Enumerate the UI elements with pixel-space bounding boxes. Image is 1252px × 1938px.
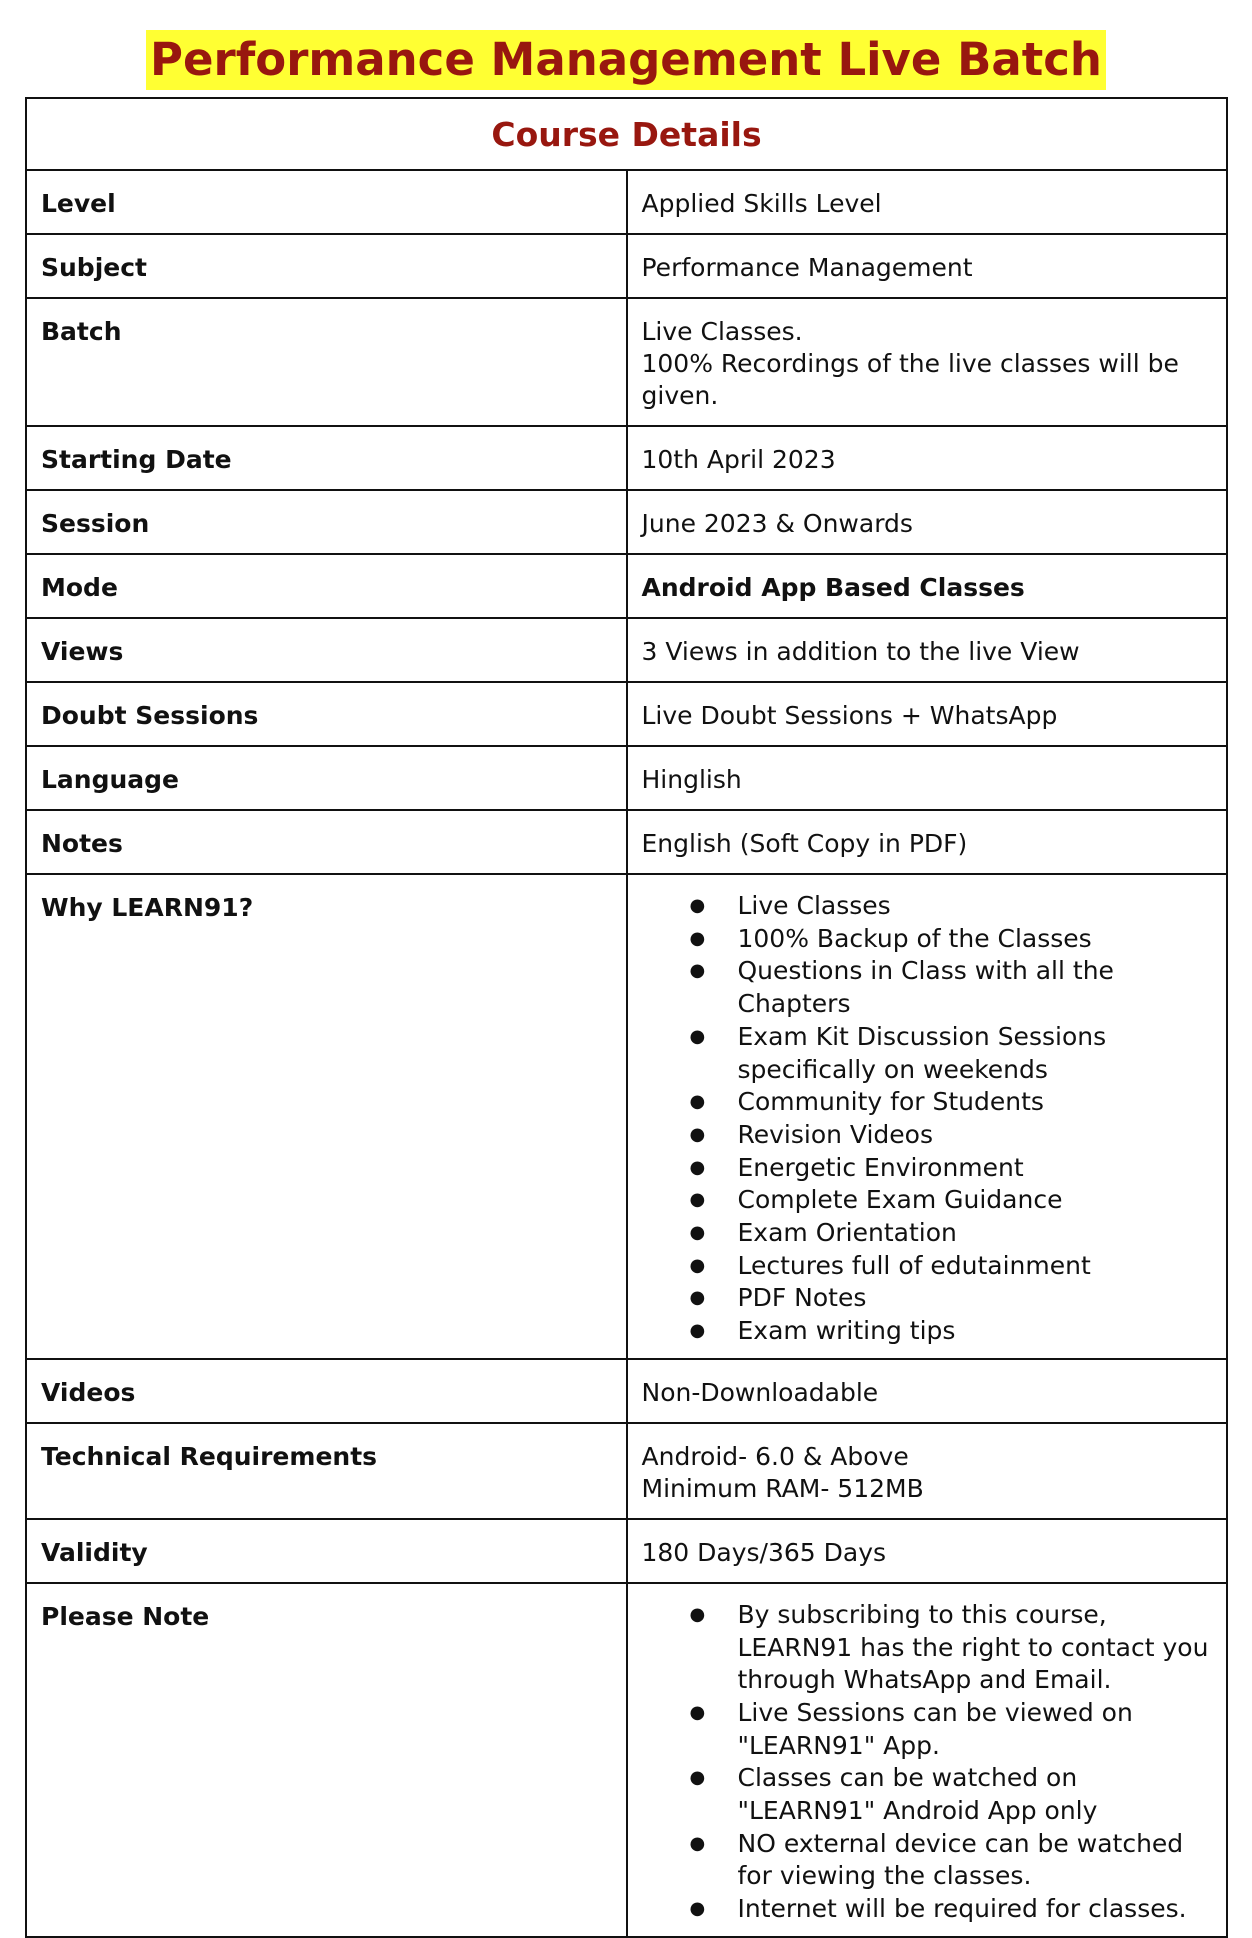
row-notes	[26, 810, 1227, 874]
row-validity	[26, 1519, 1227, 1583]
views-value: 3 Views in addition to the live View	[641, 637, 1080, 666]
batch-label: Batch	[41, 317, 122, 346]
videos-label: Videos	[41, 1377, 136, 1407]
list-item: ● Live Sessions can be viewed on "LEARN91" App.	[642, 1697, 1213, 1762]
level-label: Level	[41, 189, 116, 218]
notes-value: English (Soft Copy in PDF)	[641, 829, 968, 858]
row-batch	[26, 298, 1227, 426]
technical-requirements-value: Android- 6.0 & Above Minimum RAM- 512MB	[641, 1441, 924, 1503]
table-header-row	[26, 98, 1227, 170]
list-item: ● By subscribing to this course, LEARN91 has the right to contact you through WhatsApp and Email.	[642, 1599, 1213, 1697]
row-language	[26, 746, 1227, 810]
list-item: ● Lectures full of edutainment	[642, 1250, 1213, 1283]
batch-value: Live Classes. 100% Recordings of the live classes will be given.	[641, 317, 1179, 410]
list-item: ● Exam Orientation	[642, 1217, 1213, 1250]
row-session	[26, 490, 1227, 554]
course-details-table	[25, 97, 1228, 1938]
doubt-sessions-value: Live Doubt Sessions + WhatsApp	[641, 701, 1058, 730]
language-label: Language	[41, 765, 180, 794]
doubt-sessions-label: Doubt Sessions	[41, 701, 259, 730]
list-item: ● Internet will be required for classes.	[642, 1893, 1213, 1926]
row-subject	[26, 234, 1227, 298]
row-please-note	[26, 1583, 1227, 1937]
why-learn91-label: Why LEARN91?	[41, 893, 254, 922]
title-wrapper	[0, 30, 1252, 90]
starting-date-label: Starting Date	[41, 445, 232, 474]
mode-label: Mode	[41, 573, 118, 602]
list-item: ● Live Classes	[642, 890, 1213, 923]
mode-value: Android App Based Classes	[641, 573, 1025, 602]
list-item: ● Questions in Class with all the Chapters	[642, 955, 1213, 1020]
list-item: ● Revision Videos	[642, 1119, 1213, 1152]
list-item: ● Exam Kit Discussion Sessions specifically on weekends	[642, 1021, 1213, 1086]
session-label: Session	[41, 509, 150, 538]
please-note-label: Please Note	[41, 1601, 210, 1631]
list-item: ● NO external device can be watched for viewing the classes.	[642, 1828, 1213, 1893]
list-item: ● 100% Backup of the Classes	[642, 923, 1213, 956]
session-value: June 2023 & Onwards	[641, 509, 913, 538]
page-title: Performance Management Live Batch	[146, 30, 1106, 90]
row-starting-date	[26, 426, 1227, 490]
notes-label: Notes	[41, 829, 123, 858]
list-item: ● Complete Exam Guidance	[642, 1184, 1213, 1217]
please-note-list	[642, 1584, 1213, 1936]
views-label: Views	[41, 637, 124, 666]
validity-label: Validity	[41, 1537, 148, 1567]
row-technical-requirements	[26, 1423, 1227, 1519]
table-header: Course Details	[26, 98, 1227, 170]
list-item: ● Energetic Environment	[642, 1152, 1213, 1185]
subject-value: Performance Management	[641, 253, 973, 282]
validity-value: 180 Days/365 Days	[641, 1537, 887, 1567]
videos-value: Non-Downloadable	[641, 1377, 879, 1407]
technical-requirements-label: Technical Requirements	[41, 1441, 378, 1471]
row-doubt-sessions	[26, 682, 1227, 746]
language-value: Hinglish	[641, 765, 742, 794]
row-level	[26, 170, 1227, 234]
list-item: ● Exam writing tips	[642, 1315, 1213, 1348]
list-item: ● Classes can be watched on "LEARN91" Android App only	[642, 1762, 1213, 1827]
level-value: Applied Skills Level	[641, 189, 882, 218]
row-why-learn91	[26, 874, 1227, 1359]
starting-date-value: 10th April 2023	[641, 445, 836, 474]
row-videos	[26, 1359, 1227, 1423]
list-item: ● Community for Students	[642, 1086, 1213, 1119]
list-item: ● PDF Notes	[642, 1282, 1213, 1315]
subject-label: Subject	[41, 253, 147, 282]
row-mode	[26, 554, 1227, 618]
why-learn91-list	[642, 875, 1213, 1358]
row-views	[26, 618, 1227, 682]
